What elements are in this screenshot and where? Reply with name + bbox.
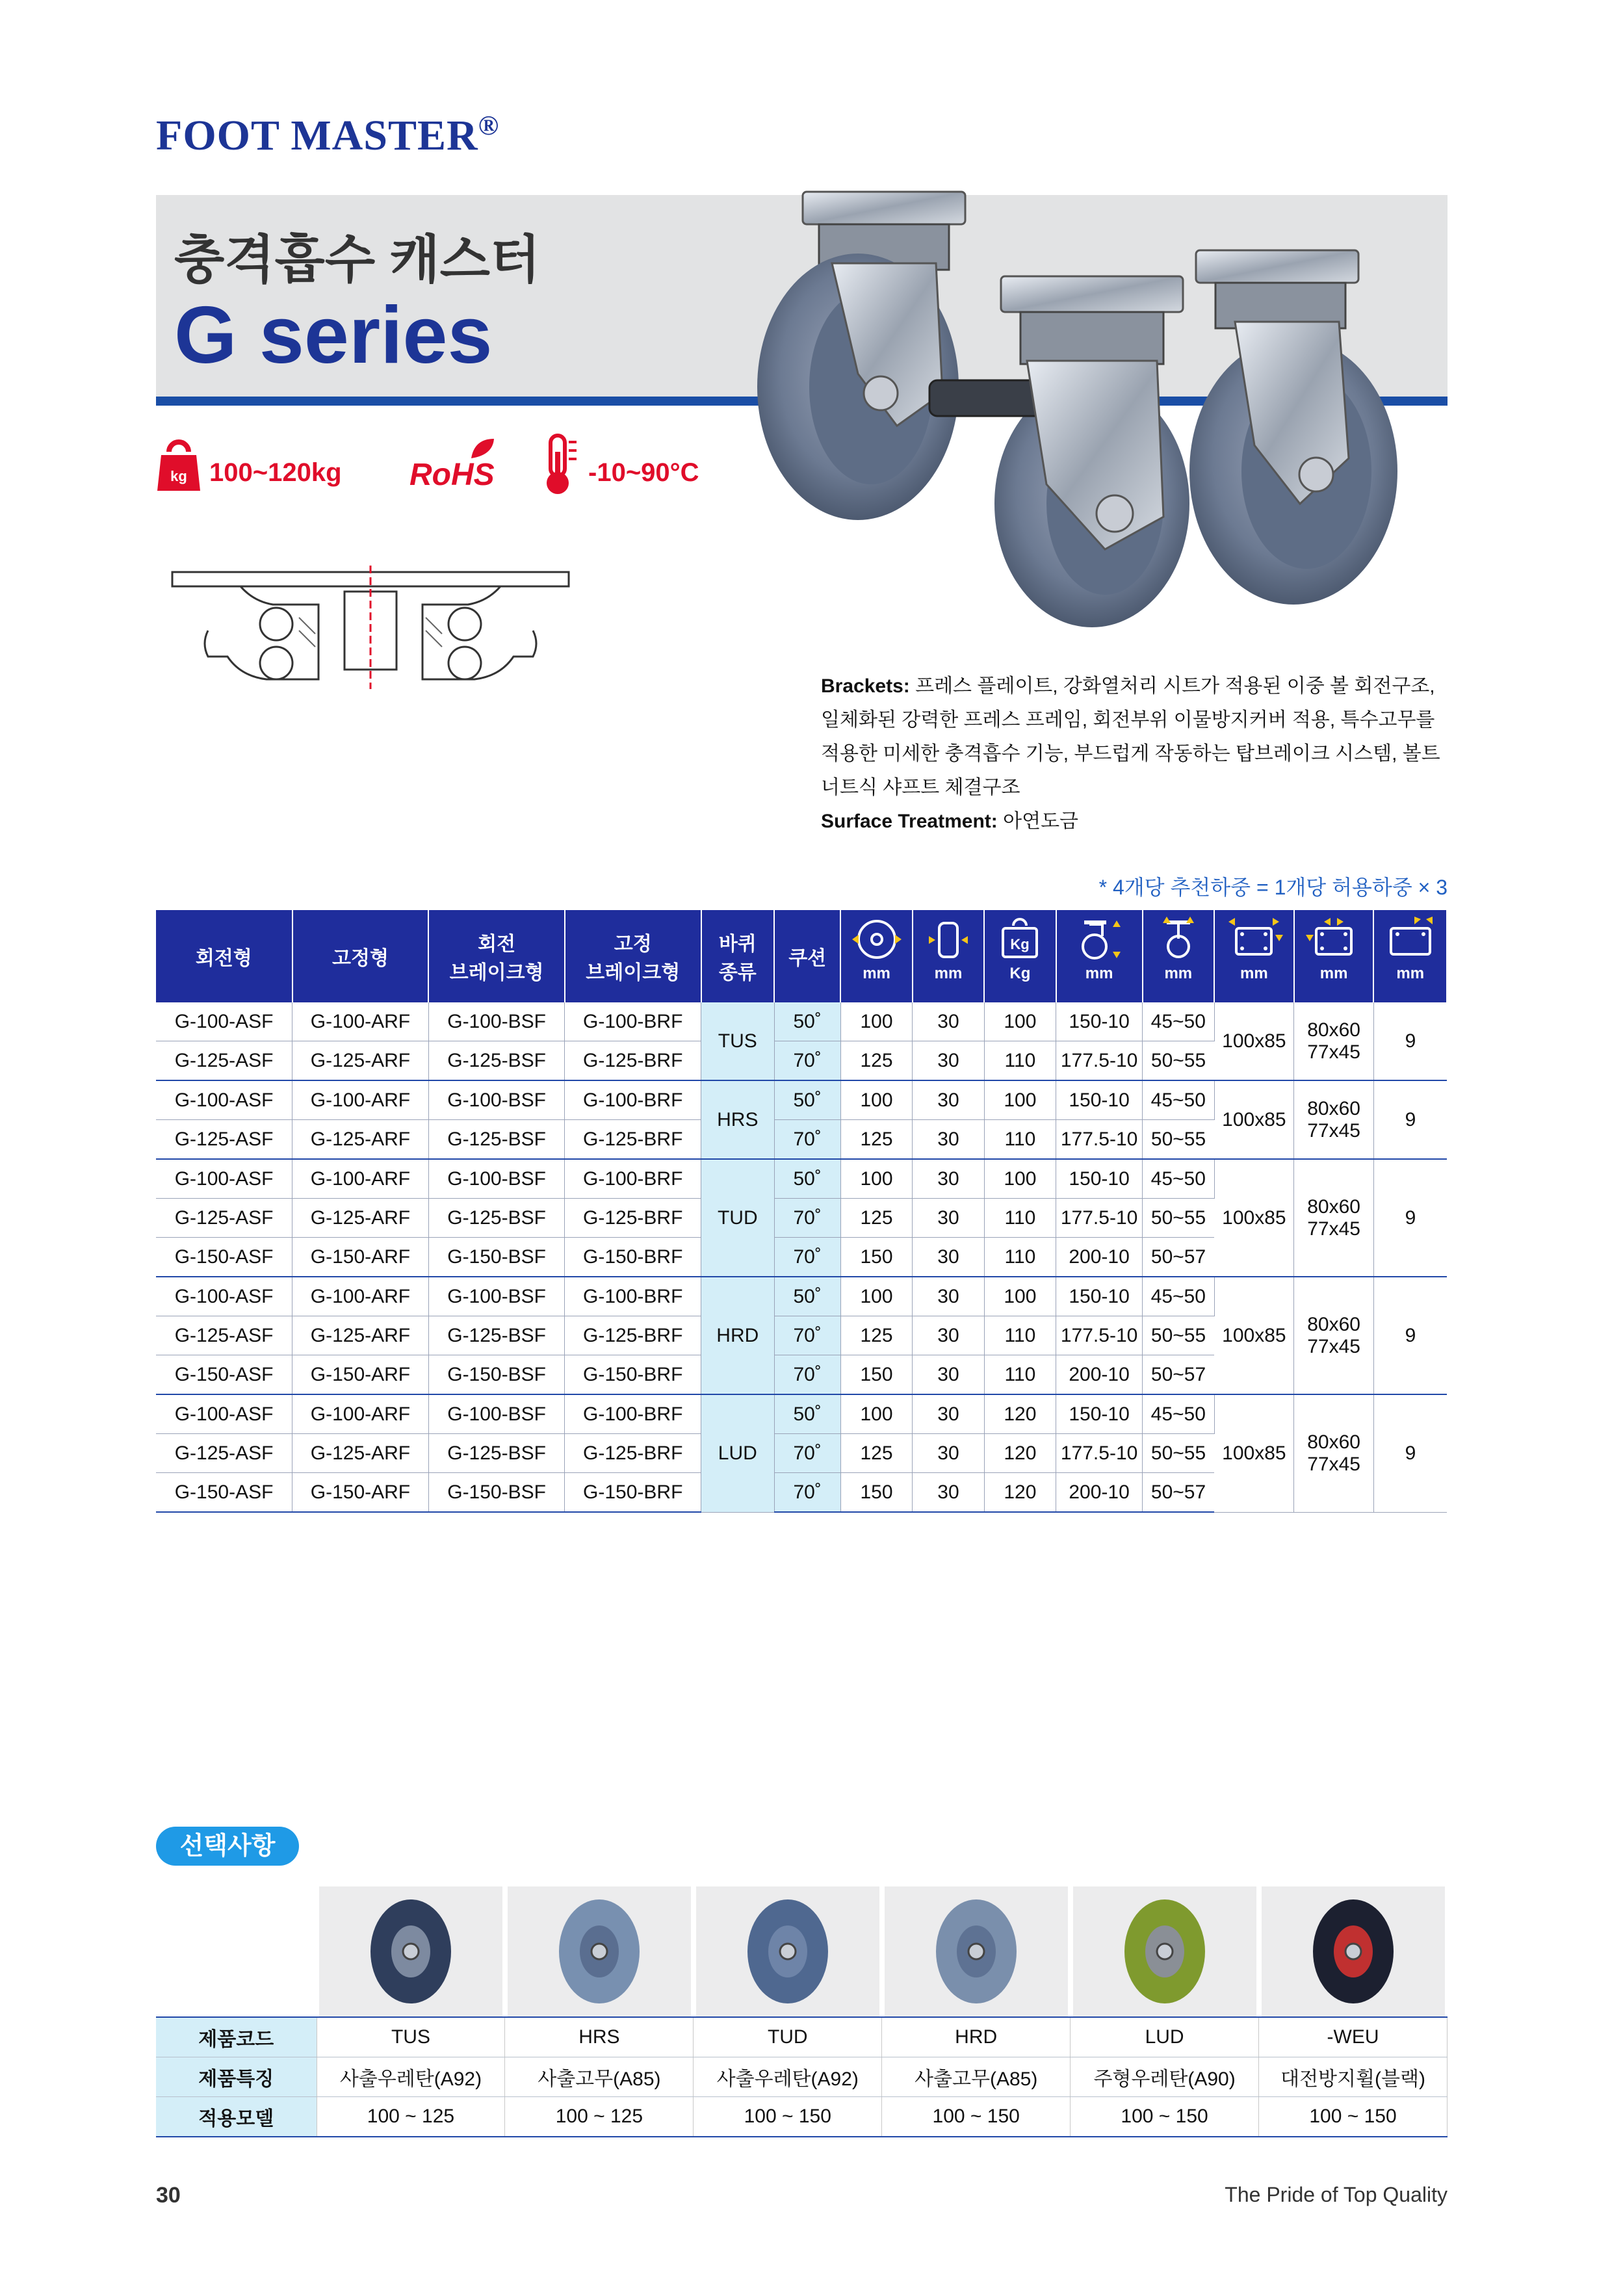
temperature-range: -10~90°C xyxy=(588,458,699,487)
product-code: HRS xyxy=(505,2017,694,2057)
fixed-brake-model: G-100-BRF xyxy=(565,1080,701,1120)
caster-height: 177.5-10 xyxy=(1056,1120,1143,1160)
option-row-label: 적용모델 xyxy=(156,2097,317,2137)
offset-icon xyxy=(1152,917,1204,962)
option-row-product-feature xyxy=(156,2057,1448,2097)
swivel-brake-model: G-150-BSF xyxy=(428,1355,565,1395)
product-photo xyxy=(741,179,1462,634)
swivel-model: G-125-ASF xyxy=(156,1199,292,1238)
applicable-model: 100 ~ 150 xyxy=(694,2097,882,2137)
wheel-diameter-icon xyxy=(851,917,903,962)
offset: 45~50 xyxy=(1143,1159,1214,1199)
wheel-width: 30 xyxy=(913,1316,984,1355)
fixed-model: G-125-ARF xyxy=(292,1199,429,1238)
swivel-brake-model: G-150-BSF xyxy=(428,1473,565,1513)
wheel-diameter: 100 xyxy=(840,1159,912,1199)
load-capacity: 120 xyxy=(984,1434,1056,1473)
fixed-model: G-100-ARF xyxy=(292,1159,429,1199)
wheel-diameter: 150 xyxy=(840,1355,912,1395)
bolt-pitch: 80x60 77x45 xyxy=(1294,1277,1374,1394)
offset: 50~55 xyxy=(1143,1041,1214,1081)
table-row xyxy=(156,1159,1447,1199)
option-photo-hrd xyxy=(885,1886,1068,2016)
bolt-hole: 9 xyxy=(1373,1080,1447,1159)
header-swivel: 회전형 xyxy=(156,910,292,1002)
wheel-diameter: 125 xyxy=(840,1041,912,1081)
wheel-width: 30 xyxy=(913,1394,984,1434)
wheel-type: HRS xyxy=(701,1080,774,1159)
offset: 50~57 xyxy=(1143,1355,1214,1395)
product-feature: 주형우레탄(A90) xyxy=(1071,2057,1259,2097)
swivel-model: G-125-ASF xyxy=(156,1041,292,1081)
caster-height: 200-10 xyxy=(1056,1473,1143,1513)
svg-text:Kg: Kg xyxy=(1010,936,1030,952)
wheel-width: 30 xyxy=(913,1080,984,1120)
bolt-hole: 9 xyxy=(1373,1159,1447,1277)
header-swivel-brake: 회전 브레이크형 xyxy=(428,910,565,1002)
kg-weight-icon xyxy=(156,436,201,494)
applicable-model: 100 ~ 150 xyxy=(882,2097,1071,2137)
cushion: 50˚ xyxy=(774,1080,840,1120)
kg-icon-label: kg xyxy=(170,468,187,484)
wheel-diameter: 125 xyxy=(840,1199,912,1238)
load-capacity: 120 xyxy=(984,1394,1056,1434)
brand-logo xyxy=(156,111,499,161)
cushion: 70˚ xyxy=(774,1434,840,1473)
fixed-brake-model: G-125-BRF xyxy=(565,1120,701,1160)
cushion: 70˚ xyxy=(774,1199,840,1238)
offset: 45~50 xyxy=(1143,1394,1214,1434)
option-wheel-image xyxy=(885,1886,1068,2016)
caster-height: 150-10 xyxy=(1056,1002,1143,1041)
applicable-model: 100 ~ 150 xyxy=(1259,2097,1448,2137)
fixed-brake-model: G-125-BRF xyxy=(565,1199,701,1238)
wheel-width: 30 xyxy=(913,1199,984,1238)
bolt-pitch: 80x60 77x45 xyxy=(1294,1002,1374,1080)
surface-description: Surface Treatment: 아연도금 xyxy=(821,811,1079,832)
wheel-width-icon xyxy=(922,917,974,962)
option-row-applicable-model xyxy=(156,2097,1448,2137)
spec-table-body xyxy=(156,1002,1447,1512)
caster-height-icon xyxy=(1070,917,1128,962)
option-row-label: 제품코드 xyxy=(156,2017,317,2057)
plate-size: 100x85 xyxy=(1214,1159,1294,1277)
plate-size: 100x85 xyxy=(1214,1277,1294,1394)
cross-section-drawing xyxy=(169,566,572,689)
swivel-model: G-100-ASF xyxy=(156,1159,292,1199)
header-offset: mm xyxy=(1143,910,1214,1002)
product-code: HRD xyxy=(882,2017,1071,2057)
caster-right xyxy=(1189,250,1397,605)
offset: 45~50 xyxy=(1143,1080,1214,1120)
product-code: LUD xyxy=(1071,2017,1259,2057)
brackets-label: Brackets xyxy=(821,675,903,697)
fixed-model: G-125-ARF xyxy=(292,1041,429,1081)
fixed-model: G-150-ARF xyxy=(292,1238,429,1277)
caster-center xyxy=(929,276,1189,627)
cushion: 50˚ xyxy=(774,1159,840,1199)
fixed-model: G-150-ARF xyxy=(292,1355,429,1395)
header-wheel-diameter: mm xyxy=(840,910,912,1002)
swivel-model: G-100-ASF xyxy=(156,1002,292,1041)
fixed-brake-model: G-125-BRF xyxy=(565,1316,701,1355)
caster-height: 177.5-10 xyxy=(1056,1041,1143,1081)
caster-height: 150-10 xyxy=(1056,1394,1143,1434)
offset: 45~50 xyxy=(1143,1002,1214,1041)
page-number: 30 xyxy=(156,2183,181,2208)
plate-size-icon xyxy=(1225,917,1283,962)
fixed-brake-model: G-150-BRF xyxy=(565,1238,701,1277)
wheel-width: 30 xyxy=(913,1355,984,1395)
caster-left xyxy=(757,192,965,520)
load-capacity: 100 xyxy=(984,1002,1056,1041)
options-title: 선택사항 xyxy=(156,1827,299,1866)
option-photo-lud xyxy=(1073,1886,1256,2016)
load-capacity: 110 xyxy=(984,1041,1056,1081)
header-bolt-hole: mm xyxy=(1373,910,1447,1002)
option-photo-tud xyxy=(696,1886,879,2016)
option-wheel-image xyxy=(319,1886,502,2016)
wheel-diameter: 150 xyxy=(840,1473,912,1513)
header-caster-height: mm xyxy=(1056,910,1143,1002)
footer-tagline: The Pride of Top Quality xyxy=(1225,2183,1448,2206)
swivel-model: G-100-ASF xyxy=(156,1394,292,1434)
product-feature: 사출우레탄(A92) xyxy=(317,2057,505,2097)
offset: 45~50 xyxy=(1143,1277,1214,1316)
offset: 50~55 xyxy=(1143,1434,1214,1473)
fixed-brake-model: G-150-BRF xyxy=(565,1473,701,1513)
option-photo-tus xyxy=(319,1886,502,2016)
wheel-diameter: 125 xyxy=(840,1316,912,1355)
option-wheel-image xyxy=(696,1886,879,2016)
cushion: 70˚ xyxy=(774,1041,840,1081)
applicable-model: 100 ~ 150 xyxy=(1071,2097,1259,2137)
fixed-brake-model: G-100-BRF xyxy=(565,1394,701,1434)
bolt-hole-icon xyxy=(1384,917,1436,962)
offset: 50~55 xyxy=(1143,1120,1214,1160)
swivel-brake-model: G-100-BSF xyxy=(428,1394,565,1434)
swivel-model: G-100-ASF xyxy=(156,1080,292,1120)
swivel-brake-model: G-150-BSF xyxy=(428,1238,565,1277)
swivel-model: G-125-ASF xyxy=(156,1120,292,1160)
load-capacity: 100~120kg xyxy=(209,458,342,487)
wheel-diameter: 100 xyxy=(840,1002,912,1041)
options-table xyxy=(156,2016,1448,2137)
product-feature: 사출고무(A85) xyxy=(505,2057,694,2097)
wheel-type: TUS xyxy=(701,1002,774,1080)
wheel-diameter: 100 xyxy=(840,1394,912,1434)
wheel-width: 30 xyxy=(913,1120,984,1160)
header-fixed: 고정형 xyxy=(292,910,429,1002)
offset: 50~57 xyxy=(1143,1473,1214,1513)
swivel-brake-model: G-125-BSF xyxy=(428,1199,565,1238)
fixed-model: G-125-ARF xyxy=(292,1316,429,1355)
product-code: TUD xyxy=(694,2017,882,2057)
option-wheel-image xyxy=(508,1886,691,2016)
surface-label: Surface Treatment xyxy=(821,811,991,832)
cushion: 70˚ xyxy=(774,1238,840,1277)
offset: 50~57 xyxy=(1143,1238,1214,1277)
wheel-width: 30 xyxy=(913,1159,984,1199)
swivel-model: G-150-ASF xyxy=(156,1238,292,1277)
table-row xyxy=(156,1277,1447,1316)
fixed-model: G-150-ARF xyxy=(292,1473,429,1513)
product-description xyxy=(821,670,1451,839)
fixed-model: G-100-ARF xyxy=(292,1394,429,1434)
swivel-brake-model: G-125-BSF xyxy=(428,1434,565,1473)
offset: 50~55 xyxy=(1143,1316,1214,1355)
table-row xyxy=(156,1394,1447,1434)
wheel-width: 30 xyxy=(913,1434,984,1473)
fixed-model: G-100-ARF xyxy=(292,1080,429,1120)
load-capacity: 110 xyxy=(984,1120,1056,1160)
fixed-model: G-125-ARF xyxy=(292,1120,429,1160)
plate-size: 100x85 xyxy=(1214,1002,1294,1080)
cushion: 50˚ xyxy=(774,1277,840,1316)
registered-mark: ® xyxy=(478,111,500,141)
option-photo-weu xyxy=(1262,1886,1445,2016)
applicable-model: 100 ~ 125 xyxy=(505,2097,694,2137)
surface-text: 아연도금 xyxy=(1003,811,1079,832)
header-bolt-pitch: mm xyxy=(1294,910,1374,1002)
product-feature: 대전방지휠(블랙) xyxy=(1259,2057,1448,2097)
spec-table xyxy=(156,910,1448,1513)
bolt-hole: 9 xyxy=(1373,1394,1447,1512)
wheel-diameter: 100 xyxy=(840,1277,912,1316)
applicable-model: 100 ~ 125 xyxy=(317,2097,505,2137)
cushion: 50˚ xyxy=(774,1002,840,1041)
bolt-pitch: 80x60 77x45 xyxy=(1294,1394,1374,1512)
fixed-brake-model: G-100-BRF xyxy=(565,1159,701,1199)
header-cushion: 쿠션 xyxy=(774,910,840,1002)
swivel-model: G-125-ASF xyxy=(156,1316,292,1355)
table-row xyxy=(156,1002,1447,1041)
option-wheel-image xyxy=(1262,1886,1445,2016)
load-capacity: 120 xyxy=(984,1473,1056,1513)
wheel-diameter: 125 xyxy=(840,1434,912,1473)
bolt-hole: 9 xyxy=(1373,1002,1447,1080)
load-capacity: 110 xyxy=(984,1238,1056,1277)
caster-height: 200-10 xyxy=(1056,1238,1143,1277)
fixed-brake-model: G-150-BRF xyxy=(565,1355,701,1395)
fixed-model: G-100-ARF xyxy=(292,1002,429,1041)
header-wheel-type: 바퀴 종류 xyxy=(701,910,774,1002)
load-weight-icon xyxy=(994,917,1046,962)
option-wheel-image xyxy=(1073,1886,1256,2016)
brackets-text: 프레스 플레이트, 강화열처리 시트가 적용된 이중 볼 회전구조, 일체화된 강력한 프레스 프레임, 회전부위 이물방지커버 적용, 특수고무를 적용한 미세한 충격흡수 기능, 부드럽게 작동하는 탑브레이크 시스템, 볼트 너트식 샤프트 체결구조 xyxy=(821,675,1440,798)
caster-height: 177.5-10 xyxy=(1056,1316,1143,1355)
header-wheel-width: mm xyxy=(913,910,984,1002)
wheel-type: TUD xyxy=(701,1159,774,1277)
option-row-product-code xyxy=(156,2017,1448,2057)
header-plate-size: mm xyxy=(1214,910,1294,1002)
fixed-model: G-125-ARF xyxy=(292,1434,429,1473)
header-fixed-brake: 고정 브레이크형 xyxy=(565,910,701,1002)
load-capacity: 100 xyxy=(984,1080,1056,1120)
wheel-type: HRD xyxy=(701,1277,774,1394)
cushion: 70˚ xyxy=(774,1316,840,1355)
wheel-width: 30 xyxy=(913,1002,984,1041)
swivel-model: G-150-ASF xyxy=(156,1355,292,1395)
option-photo-hrs xyxy=(508,1886,691,2016)
wheel-width: 30 xyxy=(913,1473,984,1513)
caster-height: 177.5-10 xyxy=(1056,1199,1143,1238)
wheel-width: 30 xyxy=(913,1041,984,1081)
plate-size: 100x85 xyxy=(1214,1080,1294,1159)
fixed-brake-model: G-125-BRF xyxy=(565,1041,701,1081)
caster-height: 150-10 xyxy=(1056,1159,1143,1199)
thermometer-icon xyxy=(543,432,582,497)
plate-size: 100x85 xyxy=(1214,1394,1294,1512)
cushion: 70˚ xyxy=(774,1473,840,1513)
rohs-label: RoHS xyxy=(409,458,495,492)
fixed-model: G-100-ARF xyxy=(292,1277,429,1316)
offset: 50~55 xyxy=(1143,1199,1214,1238)
wheel-diameter: 100 xyxy=(840,1080,912,1120)
table-row xyxy=(156,1080,1447,1120)
wheel-diameter: 150 xyxy=(840,1238,912,1277)
caster-height: 200-10 xyxy=(1056,1355,1143,1395)
rohs-leaf-icon xyxy=(468,436,500,462)
swivel-brake-model: G-125-BSF xyxy=(428,1041,565,1081)
caster-height: 150-10 xyxy=(1056,1080,1143,1120)
swivel-brake-model: G-100-BSF xyxy=(428,1277,565,1316)
product-title-korean: 충격흡수 캐스터 xyxy=(174,231,541,289)
load-capacity: 110 xyxy=(984,1199,1056,1238)
swivel-brake-model: G-100-BSF xyxy=(428,1002,565,1041)
load-capacity: 100 xyxy=(984,1159,1056,1199)
caster-height: 177.5-10 xyxy=(1056,1434,1143,1473)
wheel-width: 30 xyxy=(913,1277,984,1316)
bolt-pitch-icon xyxy=(1305,917,1363,962)
product-code: -WEU xyxy=(1259,2017,1448,2057)
caster-height: 150-10 xyxy=(1056,1277,1143,1316)
brand-name: FOOT MASTER xyxy=(156,112,478,159)
header-load: Kg Kg xyxy=(984,910,1056,1002)
fixed-brake-model: G-100-BRF xyxy=(565,1277,701,1316)
cushion: 50˚ xyxy=(774,1394,840,1434)
bolt-hole: 9 xyxy=(1373,1277,1447,1394)
load-note: * 4개당 추천하중 = 1개당 허용하중 × 3 xyxy=(1098,876,1448,899)
swivel-brake-model: G-100-BSF xyxy=(428,1159,565,1199)
wheel-diameter: 125 xyxy=(840,1120,912,1160)
product-feature: 사출우레탄(A92) xyxy=(694,2057,882,2097)
fixed-brake-model: G-125-BRF xyxy=(565,1434,701,1473)
cushion: 70˚ xyxy=(774,1355,840,1395)
swivel-model: G-100-ASF xyxy=(156,1277,292,1316)
brackets-description: Brackets: 프레스 플레이트, 강화열처리 시트가 적용된 이중 볼 회전구조, 일체화된 강력한 프레스 프레임, 회전부위 이물방지커버 적용, 특수고무를 적용한 미세한 충격흡수 기능, 부드럽게 작동하는 탑브레이크 시스템, 볼트 너트식 샤프트 체결구조 xyxy=(821,675,1440,798)
load-capacity: 100 xyxy=(984,1277,1056,1316)
product-title-english: G series xyxy=(174,291,493,380)
swivel-brake-model: G-125-BSF xyxy=(428,1120,565,1160)
product-code: TUS xyxy=(317,2017,505,2057)
swivel-model: G-150-ASF xyxy=(156,1473,292,1513)
wheel-width: 30 xyxy=(913,1238,984,1277)
spec-table-header xyxy=(156,910,1447,1002)
bolt-pitch: 80x60 77x45 xyxy=(1294,1080,1374,1159)
product-feature: 사출고무(A85) xyxy=(882,2057,1071,2097)
swivel-brake-model: G-100-BSF xyxy=(428,1080,565,1120)
wheel-type: LUD xyxy=(701,1394,774,1512)
swivel-model: G-125-ASF xyxy=(156,1434,292,1473)
option-row-label: 제품특징 xyxy=(156,2057,317,2097)
cushion: 70˚ xyxy=(774,1120,840,1160)
fixed-brake-model: G-100-BRF xyxy=(565,1002,701,1041)
swivel-brake-model: G-125-BSF xyxy=(428,1316,565,1355)
bolt-pitch: 80x60 77x45 xyxy=(1294,1159,1374,1277)
load-capacity: 110 xyxy=(984,1316,1056,1355)
load-capacity: 110 xyxy=(984,1355,1056,1395)
